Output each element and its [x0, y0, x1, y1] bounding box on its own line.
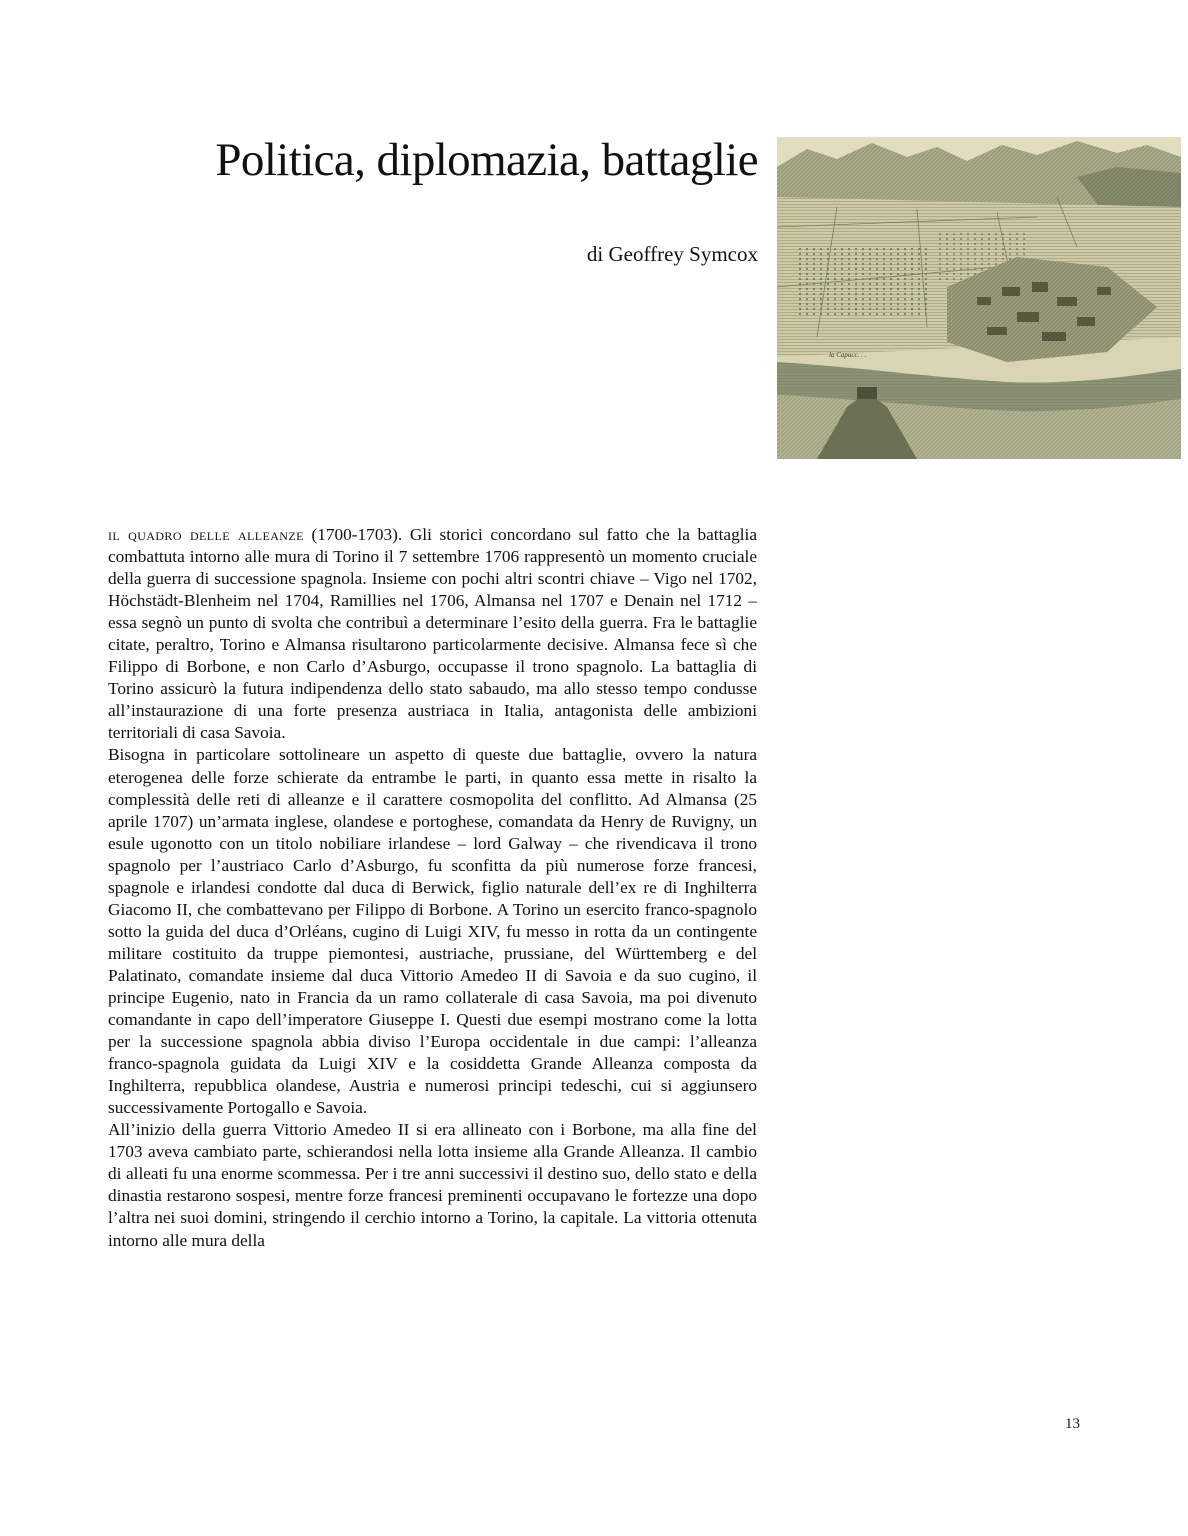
paragraph-text: (1700-1703). Gli storici concordano sul fatto che la battaglia combattuta intorno alle mura di Torino il 7 settembre 1706 rappresentò un momento cruciale della guerra di successione spagnola. Insieme con pochi altri scontri chiave – Vigo nel 1702, Höchstädt-Blenheim nel 1704, Ramillies nel 1706, Almansa nel 1707 e Denain nel 1712 – essa segnò un punto di svolta che contribuì a determinare l’esito della guerra. Fra le battaglie citate, peraltro, Torino e Almansa risultarono particolarmente decisive. Almansa fece sì che Filippo di Borbone, e non Carlo d’Asburgo, occupasse il trono spagnolo. La battaglia di Torino assicurò la futura indipendenza dello stato sabaudo, ma allo stesso tempo condusse all’instaurazione di una forte presenza austriaca in Italia, antagonista delle ambizioni territoriali di casa Savoia.	[108, 525, 757, 743]
section-heading: il quadro delle alleanze	[108, 525, 304, 544]
engraving-caption: la Capucc. . .	[829, 351, 867, 359]
engraving-illustration	[777, 137, 1181, 459]
page-number: 13	[1065, 1416, 1080, 1432]
paragraph: All’inizio della guerra Vittorio Amedeo II si era allineato con i Borbone, ma alla fine del 1703 aveva cambiato parte, schierandosi nella lotta insieme alla Grande Alleanza. Il cambio di alleati fu una enorme scommessa. Per i tre anni successivi il destino suo, dello stato e della dinastia restarono sospesi, mentre forze francesi preminenti occupavano le fortezze una dopo l’altra nei suoi domini, stringendo il cerchio intorno a Torino, la capitale. La vittoria ottenuta intorno alle mura della	[108, 1120, 757, 1250]
article-body	[108, 524, 757, 1252]
article-author: di Geoffrey Symcox	[586, 242, 758, 266]
article-title: Politica, diplomazia, battaglie	[215, 134, 758, 186]
paragraph: Bisogna in particolare sottolineare un aspetto di queste due battaglie, ovvero la natura eterogenea delle forze schierate da entrambe le parti, in quanto essa mette in risalto la complessità delle reti di alleanze e il carattere cosmopolita del conflitto. Ad Almansa (25 aprile 1707) un’armata inglese, olandese e portoghese, comandata da Henry de Ruvigny, un esule ugonotto con un titolo nobiliare irlandese – lord Galway – che rivendicava il trono spagnolo per l’austriaco Carlo d’Asburgo, fu sconfitta da più numerose forze francesi, spagnole e irlandesi condotte dal duca di Berwick, figlio naturale dell’ex re di Inghilterra Giacomo II, che combattevano per Filippo di Borbone. A Torino un esercito franco-spagnolo sotto la guida del duca d’Orléans, cugino di Luigi XIV, fu messo in rotta da un contingente militare costituito da truppe piemontesi, austriache, prussiane, del Württemberg e del Palatinato, comandate insieme dal duca Vittorio Amedeo II di Savoia e da suo cugino, il principe Eugenio, nato in Francia da un ramo collaterale di casa Savoia, ma poi divenuto comandante in capo dell’imperatore Giuseppe I. Questi due esempi mostrano come la lotta per la successione spagnola abbia diviso l’Europa occidentale in due campi: l’alleanza franco-spagnola guidata da Luigi XIV e la cosiddetta Grande Alleanza composta da Inghilterra, repubblica olandese, Austria e numerosi principi tedeschi, cui si aggiunsero successivamente Portogallo e Savoia.	[108, 745, 757, 1118]
paragraph	[108, 524, 757, 744]
